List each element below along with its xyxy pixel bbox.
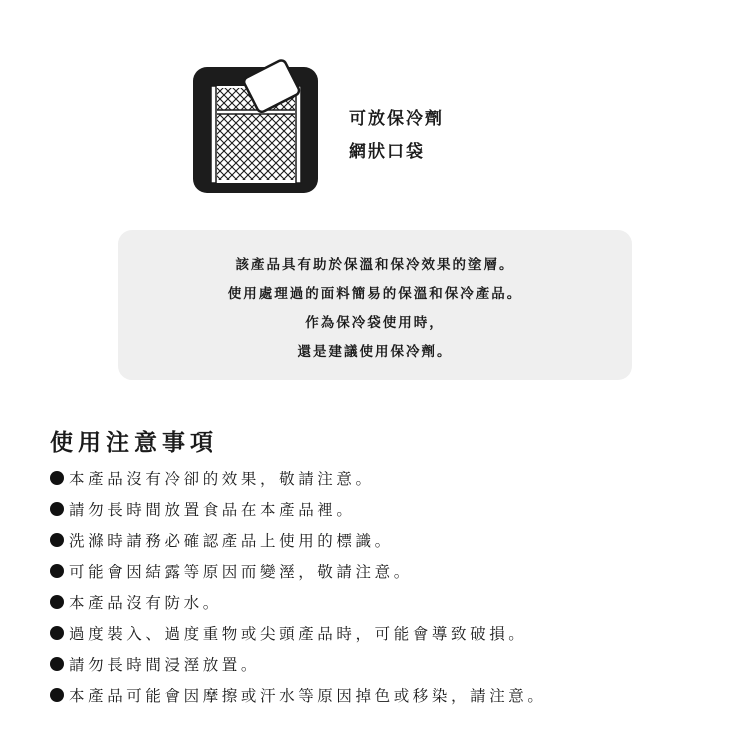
note-text: 請勿長時間放置食品在本產品裡。 bbox=[69, 500, 356, 519]
list-item bbox=[50, 493, 547, 524]
note-text: 本產品沒有防水。 bbox=[69, 593, 222, 612]
bullet-icon bbox=[50, 533, 64, 547]
note-text: 過度裝入、過度重物或尖頭產品時，可能會導致破損。 bbox=[69, 624, 528, 643]
list-item bbox=[50, 524, 547, 555]
note-text: 可能會因結露等原因而變溼，敬請注意。 bbox=[69, 562, 413, 581]
note-text: 本產品可能會因摩擦或汗水等原因掉色或移染，請注意。 bbox=[69, 686, 547, 705]
bullet-icon bbox=[50, 595, 64, 609]
note-text: 請勿長時間浸溼放置。 bbox=[69, 655, 261, 674]
feature-line: 網狀口袋 bbox=[349, 142, 425, 162]
info-line: 該產品具有助於保溫和保冷效果的塗層。 bbox=[235, 257, 515, 273]
feature-line: 可放保冷劑 bbox=[349, 109, 444, 129]
feature-description bbox=[349, 103, 444, 169]
info-box bbox=[118, 230, 632, 380]
bullet-icon bbox=[50, 688, 64, 702]
bullet-icon bbox=[50, 502, 64, 516]
info-line: 使用處理過的面料簡易的保溫和保冷產品。 bbox=[227, 286, 523, 302]
list-item bbox=[50, 586, 547, 617]
bullet-icon bbox=[50, 471, 64, 485]
list-item bbox=[50, 617, 547, 648]
bullet-icon bbox=[50, 564, 64, 578]
note-text: 本產品沒有冷卻的效果，敬請注意。 bbox=[69, 469, 375, 488]
notes-title: 使用注意事項 bbox=[50, 430, 218, 456]
list-item bbox=[50, 679, 547, 710]
list-item bbox=[50, 462, 547, 493]
list-item bbox=[50, 648, 547, 679]
feature-section bbox=[192, 55, 492, 195]
info-line: 作為保冷袋使用時， bbox=[305, 315, 445, 331]
mesh-pocket-icon bbox=[192, 55, 320, 195]
bullet-icon bbox=[50, 657, 64, 671]
bullet-icon bbox=[50, 626, 64, 640]
list-item bbox=[50, 555, 547, 586]
note-text: 洗滌時請務必確認產品上使用的標識。 bbox=[69, 531, 394, 550]
info-line: 還是建議使用保冷劑。 bbox=[297, 344, 453, 360]
notes-list bbox=[50, 462, 547, 710]
